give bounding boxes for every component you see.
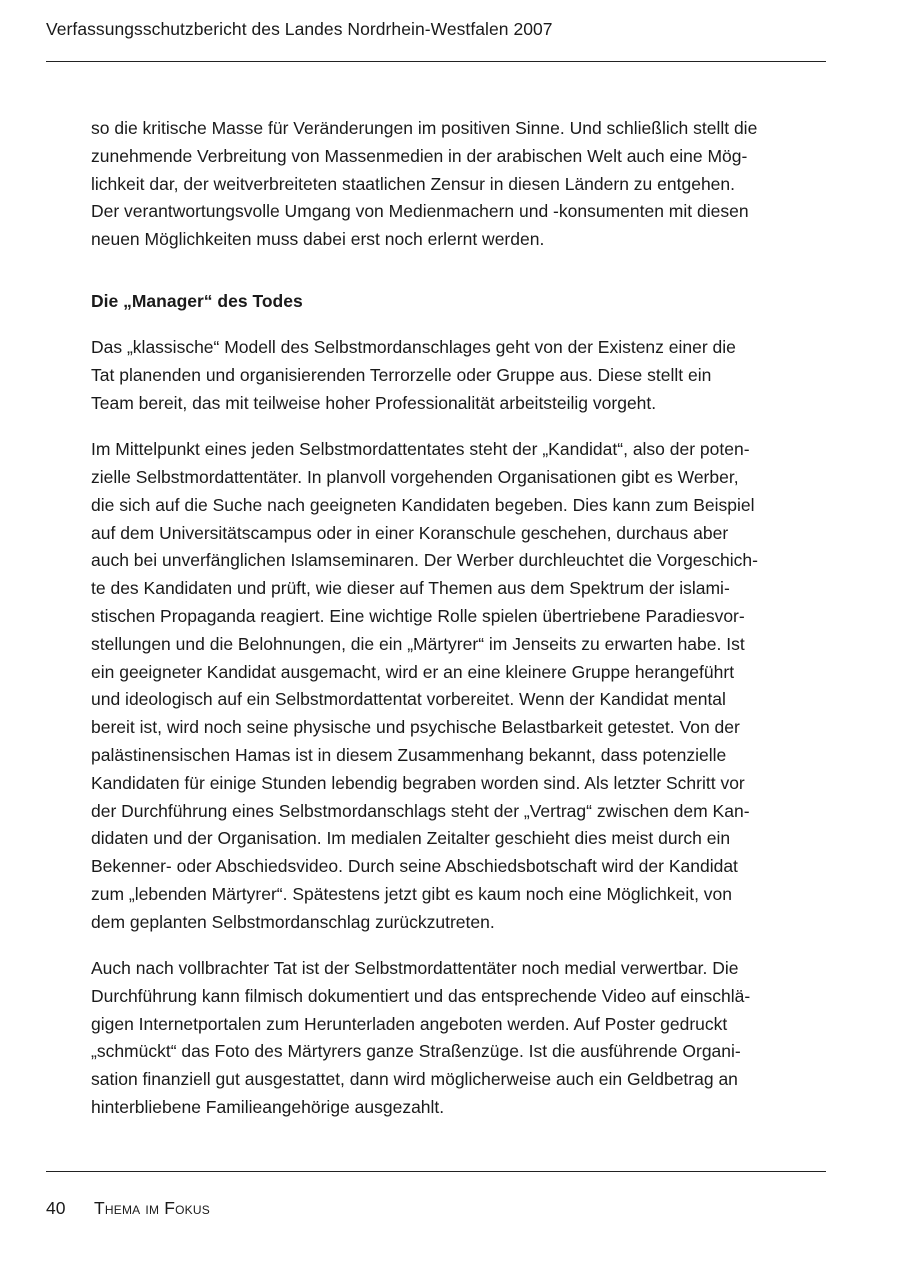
text-line: Team bereit, das mit teilweise hoher Professionalität arbeitsteilig vorgeht.	[91, 392, 657, 413]
text-line: Das „klassische“ Modell des Selbstmordanschlages geht von der Existenz einer die	[91, 337, 736, 358]
text-line: auch bei unverfänglichen Islamseminaren. Der Werber durchleuchtet die Vorgeschich-	[91, 550, 758, 571]
page-number: 40	[46, 1198, 66, 1218]
text-line: dem geplanten Selbstmordanschlag zurückzutreten.	[91, 911, 495, 932]
text-line: didaten und der Organisation. Im medialen Zeitalter geschieht dies meist durch ein	[91, 828, 731, 849]
text-line: zunehmende Verbreitung von Massenmedien in der arabischen Welt auch eine Mög-	[91, 145, 748, 166]
text-line: Durchführung kann filmisch dokumentiert und das entsprechende Video auf einschlä-	[91, 985, 751, 1006]
page-footer	[46, 1196, 210, 1220]
text-line: zielle Selbstmordattentäter. In planvoll vorgehenden Organisationen gibt es Werber,	[91, 466, 739, 487]
page-header-title: Verfassungsschutzbericht des Landes Nordrhein-Westfalen 2007	[46, 19, 553, 39]
paragraph-1	[91, 334, 831, 417]
text-line: so die kritische Masse für Veränderungen im positiven Sinne. Und schließlich stellt die	[91, 118, 758, 138]
text-line: te des Kandidaten und prüft, wie dieser auf Themen aus dem Spektrum der islami-	[91, 578, 730, 599]
text-line: gigen Internetportalen zum Herunterladen angeboten werden. Auf Poster gedruckt	[91, 1013, 728, 1034]
text-line: Im Mittelpunkt eines jeden Selbstmordattentates steht der „Kandidat“, also der poten-	[91, 439, 750, 460]
footer-divider	[46, 1171, 826, 1172]
section-heading: Die „Manager“ des Todes	[91, 290, 303, 311]
text-line: neuen Möglichkeiten muss dabei erst noch erlernt werden.	[91, 229, 545, 250]
text-line: palästinensischen Hamas ist in diesem Zusammenhang bekannt, dass potenzielle	[91, 744, 727, 765]
text-line: lichkeit dar, der weitverbreiteten staatlichen Zensur in diesen Ländern zu entgehen.	[91, 173, 736, 194]
text-line: und ideologisch auf ein Selbstmordattentat vorbereitet. Wenn der Kandidat mental	[91, 689, 726, 710]
text-line: Tat planenden und organisierenden Terrorzelle oder Gruppe aus. Diese stellt ein	[91, 365, 712, 386]
paragraph-2	[91, 436, 831, 936]
text-line: Auch nach vollbrachter Tat ist der Selbstmordattentäter noch medial verwertbar. Die	[91, 958, 739, 979]
paragraph-3	[91, 955, 831, 1122]
text-line: Kandidaten für einige Stunden lebendig begraben worden sind. Als letzter Schritt vor	[91, 772, 745, 793]
intro-paragraph	[91, 115, 831, 254]
text-line: hinterbliebene Familieangehörige ausgezahlt.	[91, 1097, 445, 1117]
text-line: stellungen und die Belohnungen, die ein „Märtyrer“ im Jenseits zu erwarten habe. Ist	[91, 633, 745, 654]
text-line: die sich auf die Suche nach geeigneten Kandidaten begeben. Dies kann zum Beispiel	[91, 494, 755, 515]
text-line: stischen Propaganda reagiert. Eine wichtige Rolle spielen übertriebene Paradiesvor-	[91, 605, 745, 626]
text-line: der Durchführung eines Selbstmordanschlags steht der „Vertrag“ zwischen dem Kan-	[91, 800, 750, 821]
text-line: „schmückt“ das Foto des Märtyrers ganze Straßenzüge. Ist die ausführende Organi-	[91, 1041, 741, 1062]
text-line: ein geeigneter Kandidat ausgemacht, wird er an eine kleinere Gruppe herangeführt	[91, 661, 735, 682]
text-line: Bekenner- oder Abschiedsvideo. Durch seine Abschiedsbotschaft wird der Kandidat	[91, 856, 738, 877]
text-line: zum „lebenden Märtyrer“. Spätestens jetzt gibt es kaum noch eine Möglichkeit, von	[91, 883, 733, 904]
main-content	[91, 115, 831, 1122]
text-line: Der verantwortungsvolle Umgang von Medienmachern und -konsumenten mit diesen	[91, 201, 749, 222]
text-line: sation finanziell gut ausgestattet, dann wird möglicherweise auch ein Geldbetrag an	[91, 1069, 738, 1090]
text-line: bereit ist, wird noch seine physische und psychische Belastbarkeit getestet. Von der	[91, 717, 740, 738]
section-title: Thema im Fokus	[94, 1198, 210, 1218]
header-divider	[46, 61, 826, 62]
text-line: auf dem Universitätscampus oder in einer Koranschule geschehen, durchaus aber	[91, 522, 729, 543]
